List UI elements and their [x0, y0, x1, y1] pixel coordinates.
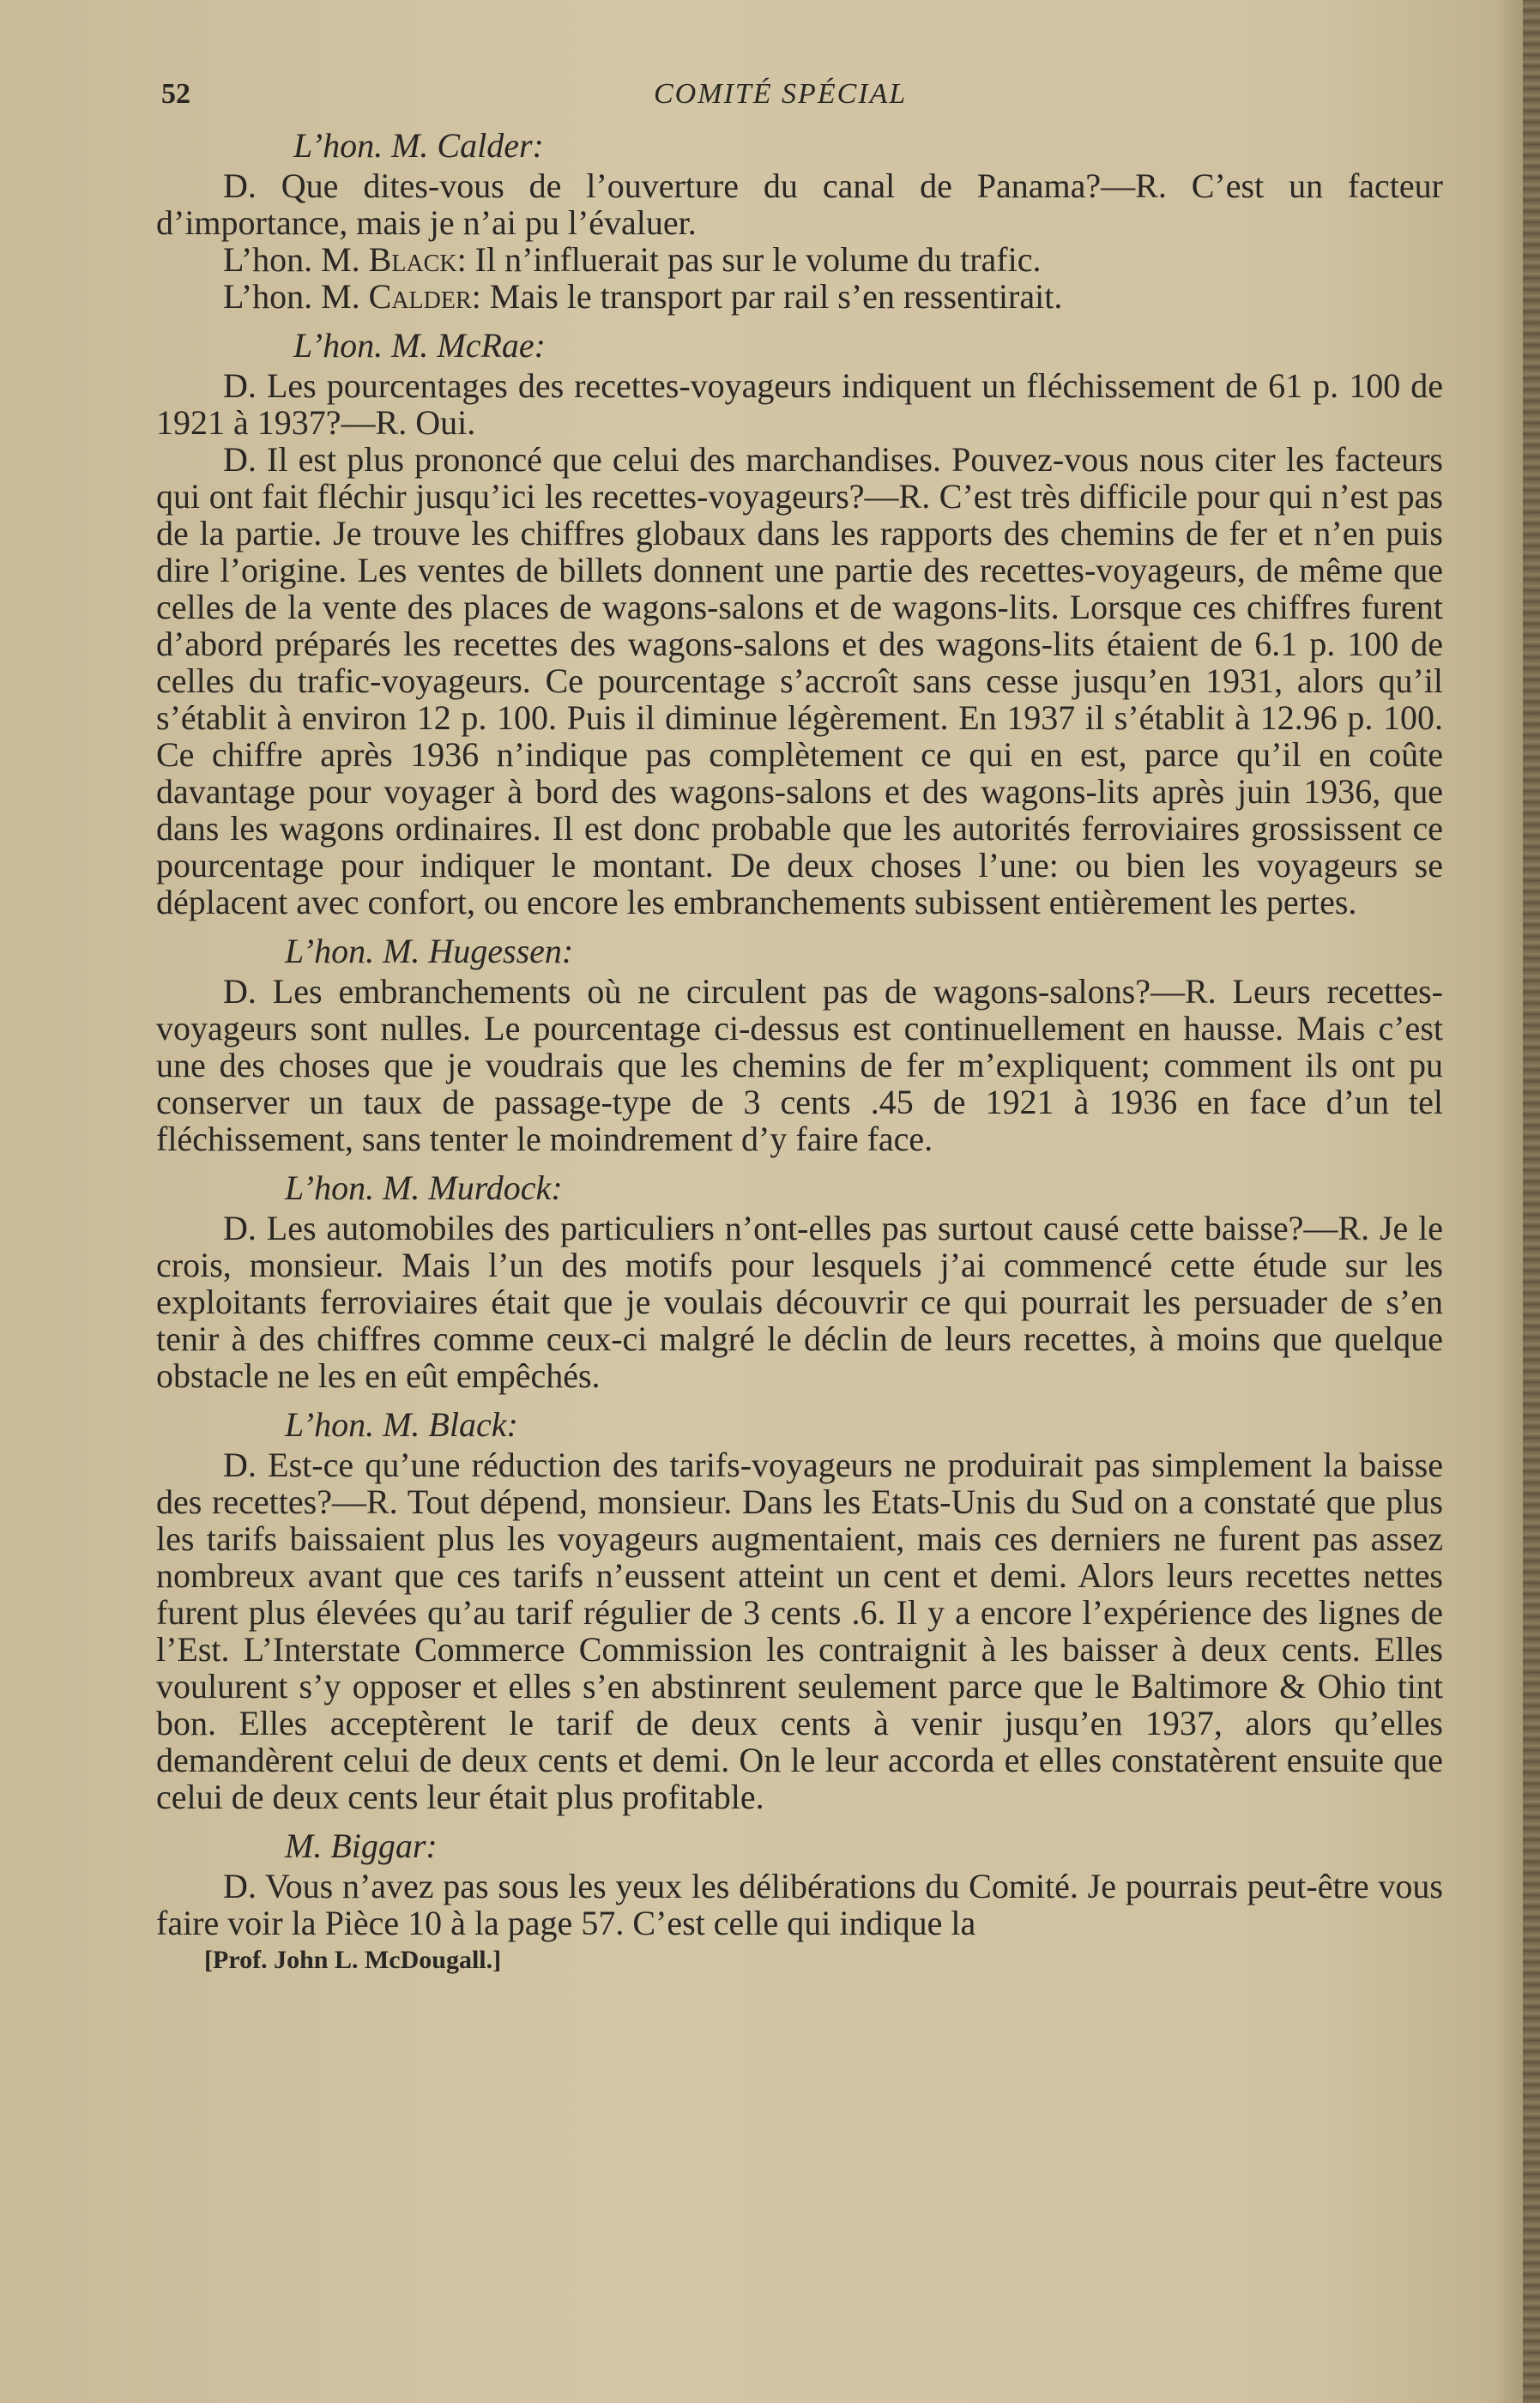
paragraph: D. Il est plus prononcé que celui des marchandises. Pouvez-vous nous citer les facteurs qui ont fait fléchir jusqu’ici les recettes-voyageurs?—R. C’est très difficile pour qui n’est pas de la partie. Je trouve les chiffres globaux dans les rapports des chemins de fer et n’en puis dire l’origine. Les ventes de billets donnent une partie des recettes-voyageurs, de même que celles de la vente des places de wagons-salons et de wagons-lits. Lorsque ces chiffres furent d’abord préparés les recettes des wagons-salons et des wagons-lits étaient de 6.1 p. 100 de celles du trafic-voyageurs. Ce pourcentage s’accroît sans cesse jusqu’en 1931, alors qu’il s’établit à environ 12 p. 100. Puis il diminue légèrement. En 1937 il s’établit à 12.96 p. 100. Ce chiffre après 1936 n’indique pas complètement ce qui en est, parce qu’il en coûte davantage pour voyager à bord des wagons-salons et des wagons-lits après juin 1936, que dans les wagons ordinaires. Il est donc probable que les autorités ferroviaires grossissent ce pourcentage pour indiquer le montant. De deux choses l’une: ou bien les voyageurs se déplacent avec confort, ou encore les embranchements subissent entièrement les pertes.	[156, 440, 1443, 921]
lead-text: L’hon. M.	[223, 240, 369, 279]
speaker-label: L’hon. M. Black:	[285, 1405, 518, 1444]
paragraph-text: : Il n’influerait pas sur le volume du trafic.	[456, 240, 1042, 279]
paragraph: D. Que dites-vous de l’ouverture du canal de Panama?—R. C’est un facteur d’importance, mais je n’ai pu l’évaluer.	[156, 166, 1443, 242]
page-content	[156, 67, 1443, 1978]
speaker-label: L’hon. M. Murdock:	[285, 1168, 563, 1207]
paragraph	[156, 241, 1443, 278]
running-header	[156, 67, 1443, 115]
paragraph: D. Est-ce qu’une réduction des tarifs-voyageurs ne produirait pas simplement la baisse des recettes?—R. Tout dépend, monsieur. Dans les Etats-Unis du Sud on a constaté que plus les tarifs baissaient plus les voyageurs augmentaient, mais ces derniers ne furent pas assez nombreux avant que ces tarifs n’eussent atteint un cent et demi. Alors leurs recettes nettes furent plus élevées qu’au tarif régulier de 3 cents .6. Il y a encore l’expérience des lignes de l’Est. L’Interstate Commerce Commission les contraignit à les baisser à deux cents. Elles voulurent s’y opposer et elles s’en abstinrent seulement parce que le Baltimore & Ohio tint bon. Elles acceptèrent le tarif de deux cents à venir jusqu’en 1937, alors qu’elles demandèrent celui de deux cents et demi. On le leur accorda et elles constatèrent ensuite que celui de deux cents leur était plus profitable.	[156, 1446, 1443, 1816]
paragraph-text: : Mais le transport par rail s’en ressentirait.	[471, 277, 1063, 316]
footer-attribution: [Prof. John L. McDougall.]	[204, 1946, 502, 1974]
paragraph: D. Vous n’avez pas sous les yeux les délibérations du Comité. Je pourrais peut-être vous faire voir la Pièce 10 à la page 57. C’est celle qui indique la	[156, 1867, 1443, 1942]
paragraph: D. Les automobiles des particuliers n’ont-elles pas surtout causé cette baisse?—R. Je le crois, monsieur. Mais l’un des motifs pour lesquels j’ai commencé cette étude sur les exploitants ferroviaires était que je voulais découvrir ce qui pourrait les persuader de s’en tenir à des chiffres comme ceux-ci malgré le déclin de leurs recettes, à moins que quelque obstacle ne les en eût empêchés.	[156, 1209, 1443, 1395]
page-number: 52	[161, 78, 190, 110]
speaker-label: M. Biggar:	[285, 1826, 438, 1865]
lead-text: L’hon. M.	[223, 277, 369, 316]
paragraph: D. Les embranchements où ne circulent pas de wagons-salons?—R. Leurs recettes-voyageurs sont nulles. Le pourcentage ci-dessus est continuellement en hausse. Mais c’est une des choses que je voudrais que les chemins de fer m’expliquent; comment ils ont pu conserver un taux de passage-type de 3 cents .45 de 1921 à 1936 en face d’un tel fléchissement, sans tenter le moindrement d’y faire face.	[156, 972, 1443, 1158]
speaker-label: L’hon. M. Hugessen:	[285, 932, 574, 970]
speaker-name: Black	[368, 240, 457, 279]
speaker-name: Calder	[368, 277, 472, 316]
speaker-label: L’hon. M. Calder:	[293, 126, 544, 165]
page-edge	[1523, 0, 1540, 2403]
running-title: COMITÉ SPÉCIAL	[654, 78, 908, 110]
paragraph	[156, 278, 1443, 315]
paragraph: D. Les pourcentages des recettes-voyageurs indiquent un fléchissement de 61 p. 100 de 1921 à 1937?—R. Oui.	[156, 366, 1443, 442]
speaker-label: L’hon. M. McRae:	[293, 326, 546, 365]
